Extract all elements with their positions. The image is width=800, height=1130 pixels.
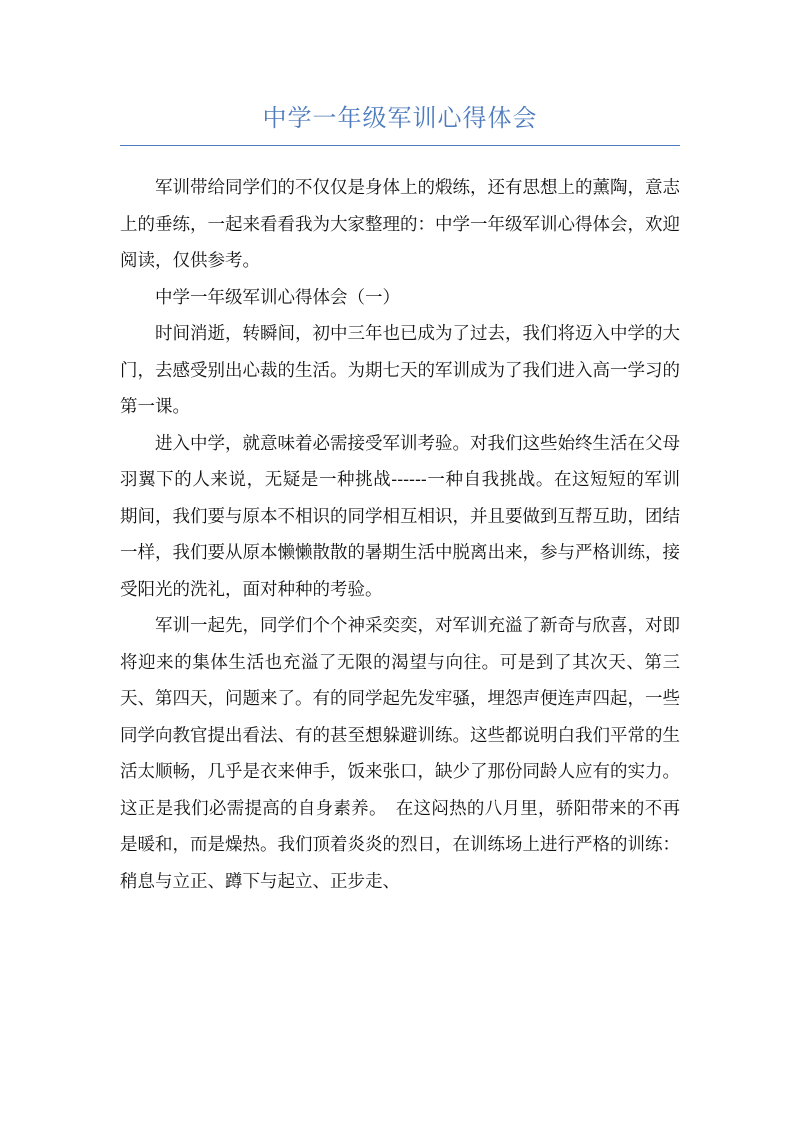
section-heading: 中学一年级军训心得体会（一） (155, 287, 400, 308)
document-title: 中学一年级军训心得体会 (262, 104, 538, 132)
document-body (120, 170, 680, 900)
body-paragraph: 时间消逝，转瞬间，初中三年也已成为了过去，我们将迈入中学的大门，去感受别出心裁的生活。为期七天的军训成为了我们进入高一学习的第一课。 (120, 324, 680, 417)
intro-paragraph: 军训带给同学们的不仅仅是身体上的煅练，还有思想上的薰陶，意志上的垂练，一起来看看我为大家整理的：中学一年级军训心得体会，欢迎阅读，仅供参考。 (120, 178, 680, 271)
body-paragraph: 军训一起先，同学们个个神采奕奕，对军训充溢了新奇与欣喜，对即将迎来的集体生活也充溢了无限的渴望与向往。可是到了其次天、第三天、第四天，问题来了。有的同学起先发牢骚，埋怨声便连声四起，一些同学向教官提出看法、有的甚至想躲避训练。这些都说明白我们平常的生活太顺畅，几乎是衣来伸手，饭来张口，缺少了那份同龄人应有的实力。这正是我们必需提高的自身素养。 在这闷热的八月里，骄阳带来的不再是暖和，而是燥热。我们顶着炎炎的烈日，在训练场上进行严格的训练：稍息与立正、蹲下与起立、正步走、 (120, 616, 680, 892)
body-paragraph: 进入中学，就意味着必需接受军训考验。对我们这些始终生活在父母羽翼下的人来说，无疑是一种挑战------一种自我挑战。在这短短的军训期间，我们要与原本不相识的同学相互相识，并且要做到互帮互助，团结一样，我们要从原本懒懒散散的暑期生活中脱离出来，参与严格训练，接受阳光的洗礼，面对种种的考验。 (120, 433, 680, 600)
title-divider (120, 145, 680, 146)
